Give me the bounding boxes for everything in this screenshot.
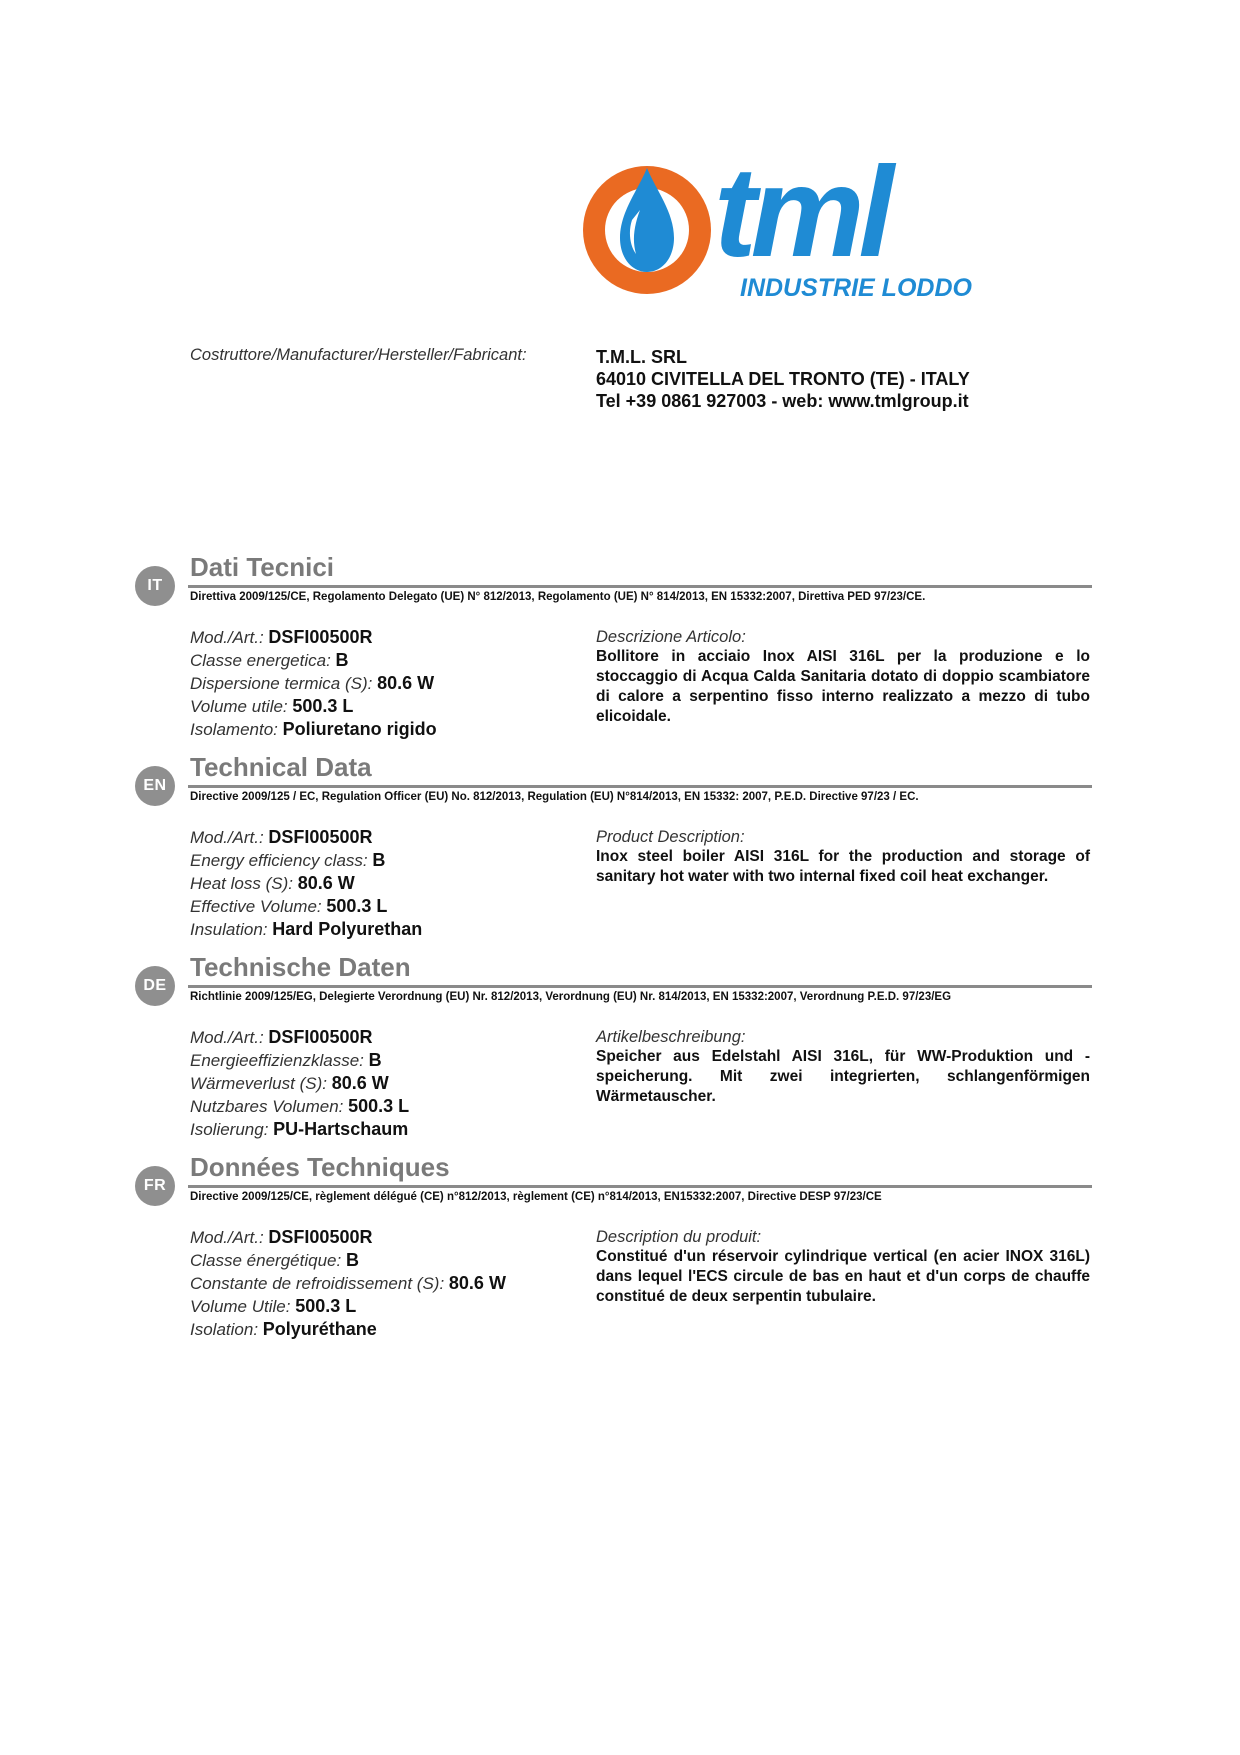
- spec-row: [190, 872, 590, 895]
- spec-label: Isolamento:: [190, 720, 278, 739]
- spec-value: B: [345, 1250, 359, 1270]
- spec-row: [190, 718, 590, 741]
- description-text: Inox steel boiler AISI 316L for the production and storage of sanitary hot water with two internal fixed coil heat exchanger.: [596, 848, 1090, 885]
- spec-row: [190, 1249, 590, 1272]
- spec-label: Energieeffizienzklasse:: [190, 1051, 364, 1070]
- spec-label: Mod./Art.:: [190, 828, 264, 847]
- spec-row: [190, 695, 590, 718]
- spec-label: Volume Utile:: [190, 1297, 291, 1316]
- description-text: Speicher aus Edelstahl AISI 316L, für WW-Produktion und -speicherung. Mit zwei integrierten, schlangenförmigen Wärmetauscher.: [596, 1048, 1090, 1105]
- spec-label: Classe énergétique:: [190, 1251, 342, 1270]
- spec-label: Mod./Art.:: [190, 1228, 264, 1247]
- section-title: Technical Data: [190, 752, 372, 782]
- spec-label: Isolation:: [190, 1320, 259, 1339]
- spec-label: Mod./Art.:: [190, 628, 264, 647]
- spec-row: [190, 626, 590, 649]
- spec-row: [190, 1095, 590, 1118]
- section-divider: [188, 985, 1092, 988]
- spec-label: Insulation:: [190, 920, 268, 939]
- description-block: [596, 1226, 1090, 1307]
- spec-label: Constante de refroidissement (S):: [190, 1274, 445, 1293]
- description-label: Product Description:: [596, 828, 745, 846]
- spec-value: B: [372, 850, 386, 870]
- spec-row: [190, 895, 590, 918]
- description-text: Constitué d'un réservoir cylindrique vertical (en acier INOX 316L) dans lequel l'ECS circule de bas en haut et d'un corps de chauffe constitué de deux serpentin tubulaire.: [596, 1248, 1090, 1305]
- spec-value: Hard Polyurethan: [272, 919, 423, 939]
- spec-label: Volume utile:: [190, 697, 288, 716]
- spec-value: DSFI00500R: [268, 627, 373, 647]
- logo-wordmark: tml: [714, 150, 888, 284]
- description-label: Descrizione Articolo:: [596, 628, 746, 646]
- spec-value: 500.3 L: [292, 696, 354, 716]
- spec-label: Wärmeverlust (S):: [190, 1074, 327, 1093]
- spec-row: [190, 1295, 590, 1318]
- spec-row: [190, 1272, 590, 1295]
- spec-value: DSFI00500R: [268, 1227, 373, 1247]
- spec-row: [190, 1226, 590, 1249]
- section-directive: Directive 2009/125 / EC, Regulation Officer (EU) No. 812/2013, Regulation (EU) N°814/2013, EN 15332: 2007, P.E.D. Directive 97/23 / EC.: [190, 791, 919, 803]
- manufacturer-label: Costruttore/Manufacturer/Hersteller/Fabricant:: [190, 346, 527, 364]
- spec-value: B: [335, 650, 349, 670]
- spec-label: Effective Volume:: [190, 897, 322, 916]
- company-logo: [582, 150, 1002, 310]
- spec-value: 80.6 W: [331, 1073, 389, 1093]
- section-directive: Richtlinie 2009/125/EG, Delegierte Verordnung (EU) Nr. 812/2013, Verordnung (EU) Nr. 814/2013, EN 15332:2007, Verordnung P.E.D. 97/23/EG: [190, 991, 952, 1003]
- spec-value: 500.3 L: [326, 896, 388, 916]
- spec-label: Dispersione termica (S):: [190, 674, 373, 693]
- section-divider: [188, 585, 1092, 588]
- spec-row: [190, 649, 590, 672]
- language-badge-it: IT: [135, 566, 175, 606]
- spec-list: [190, 1226, 590, 1341]
- language-badge-de: DE: [135, 966, 175, 1006]
- spec-label: Classe energetica:: [190, 651, 331, 670]
- spec-row: [190, 1026, 590, 1049]
- spec-list: [190, 626, 590, 741]
- spec-row: [190, 918, 590, 941]
- logo-tagline: INDUSTRIE LODDO: [740, 274, 972, 302]
- spec-value: DSFI00500R: [268, 827, 373, 847]
- description-block: [596, 826, 1090, 887]
- spec-value: 500.3 L: [295, 1296, 357, 1316]
- language-badge-en: EN: [135, 766, 175, 806]
- spec-row: [190, 1118, 590, 1141]
- manufacturer-info: [596, 346, 970, 412]
- spec-value: Poliuretano rigido: [282, 719, 437, 739]
- spec-value: B: [368, 1050, 382, 1070]
- language-badge-fr: FR: [135, 1166, 175, 1206]
- spec-label: Heat loss (S):: [190, 874, 293, 893]
- section-divider: [188, 1185, 1092, 1188]
- manufacturer-name: T.M.L. SRL: [596, 347, 687, 367]
- description-block: [596, 626, 1090, 727]
- section-title: Technische Daten: [190, 952, 411, 982]
- spec-value: 80.6 W: [448, 1273, 506, 1293]
- description-text: Bollitore in acciaio Inox AISI 316L per la produzione e lo stoccaggio di Acqua Calda Sanitaria dotato di doppio scambiatore di calore a serpentino fisso interno realizzato a mezzo di tubo elicoidale.: [596, 648, 1090, 725]
- spec-value: PU-Hartschaum: [273, 1119, 409, 1139]
- spec-label: Energy efficiency class:: [190, 851, 368, 870]
- description-label: Artikelbeschreibung:: [596, 1028, 746, 1046]
- description-label: Description du produit:: [596, 1228, 762, 1246]
- spec-value: 500.3 L: [348, 1096, 410, 1116]
- spec-value: 80.6 W: [377, 673, 435, 693]
- section-directive: Directive 2009/125/CE, règlement délégué (CE) n°812/2013, règlement (CE) n°814/2013, EN15332:2007, Directive DESP 97/23/CE: [190, 1191, 882, 1203]
- spec-label: Isolierung:: [190, 1120, 269, 1139]
- spec-label: Mod./Art.:: [190, 1028, 264, 1047]
- spec-row: [190, 672, 590, 695]
- spec-row: [190, 849, 590, 872]
- spec-row: [190, 826, 590, 849]
- description-block: [596, 1026, 1090, 1107]
- spec-value: Polyuréthane: [262, 1319, 377, 1339]
- spec-list: [190, 1026, 590, 1141]
- spec-list: [190, 826, 590, 941]
- section-directive: Direttiva 2009/125/CE, Regolamento Delegato (UE) N° 812/2013, Regolamento (UE) N° 814/2013, EN 15332:2007, Direttiva PED 97/23/CE.: [190, 591, 926, 603]
- spec-row: [190, 1072, 590, 1095]
- manufacturer-contact: Tel +39 0861 927003 - web: www.tmlgroup.it: [596, 391, 969, 411]
- manufacturer-address: 64010 CIVITELLA DEL TRONTO (TE) - ITALY: [596, 369, 970, 389]
- section-divider: [188, 785, 1092, 788]
- spec-row: [190, 1049, 590, 1072]
- spec-label: Nutzbares Volumen:: [190, 1097, 344, 1116]
- section-title: Dati Tecnici: [190, 552, 335, 582]
- section-title: Données Techniques: [190, 1152, 450, 1182]
- spec-value: 80.6 W: [297, 873, 355, 893]
- spec-value: DSFI00500R: [268, 1027, 373, 1047]
- spec-row: [190, 1318, 590, 1341]
